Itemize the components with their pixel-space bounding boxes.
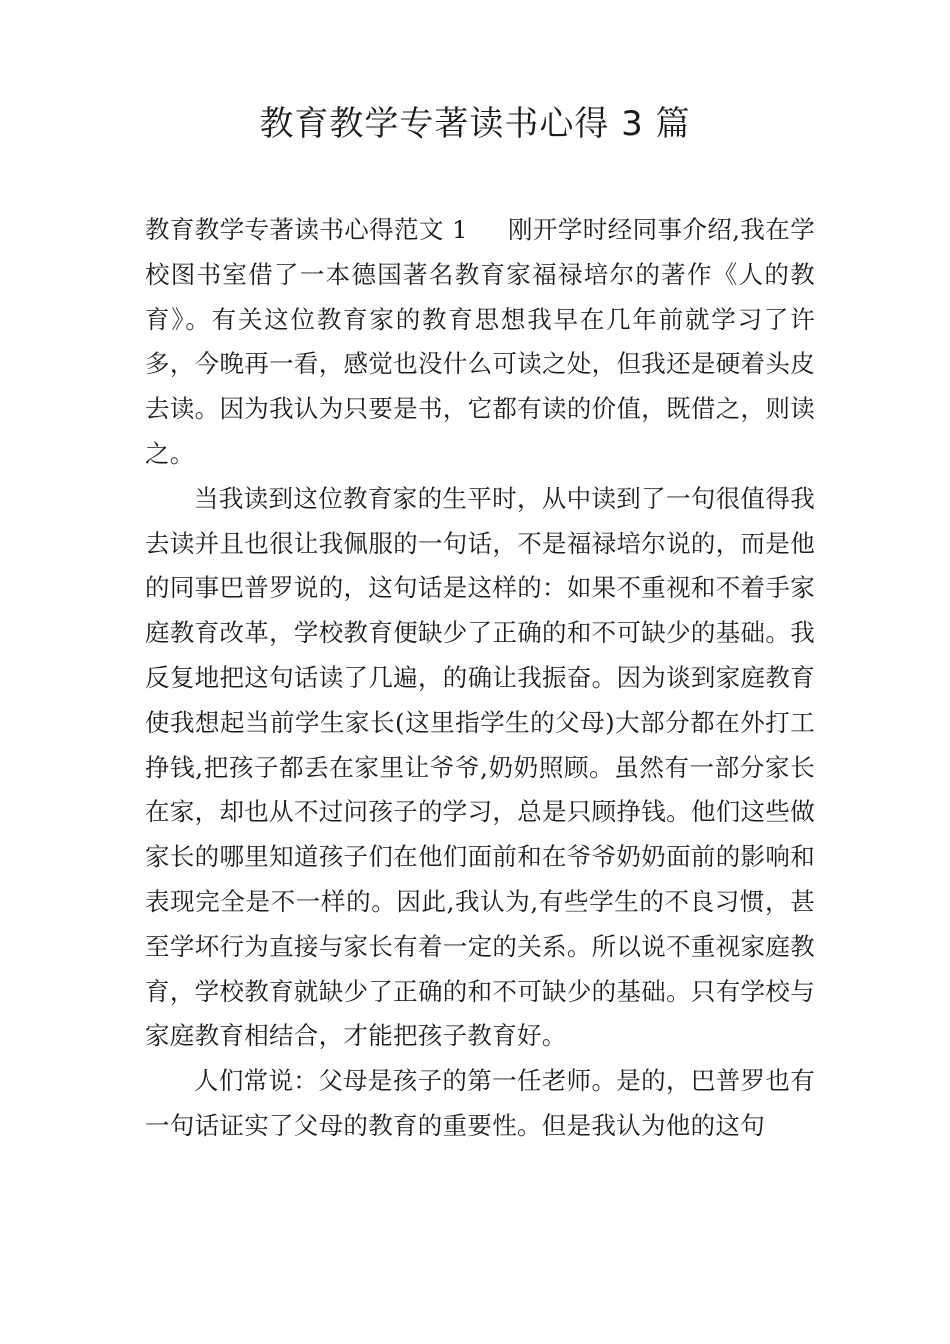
paragraph: 当我读到这位教育家的生平时，从中读到了一句很值得我去读并且也很让我佩服的一句话，不是福禄培尔说的，而是他的同事巴普罗说的，这句话是这样的：如果不重视和不着手家庭教育改革，学校教育便缺少了正确的和不可缺少的基础。我反复地把这句话读了几遍，的确让我振奋。因为谈到家庭教育使我想起当前学生家长(这里指学生的父母)大部分都在外打工挣钱,把孩子都丢在家里让爷爷,奶奶照顾。虽然有一部分家长在家，却也从不过问孩子的学习，总是只顾挣钱。他们这些做家长的哪里知道孩子们在他们面前和在爷爷奶奶面前的影响和表现完全是不一样的。因此,我认为,有些学生的不良习惯，甚至学坏行为直接与家长有着一定的关系。所以说不重视家庭教育，学校教育就缺少了正确的和不可缺少的基础。只有学校与家庭教育相结合，才能把孩子教育好。 bbox=[145, 483, 815, 1051]
first-paragraph bbox=[145, 208, 815, 477]
document-body bbox=[145, 208, 815, 1149]
paragraph-text: 刚开学时经同事介绍,我在学校图书室借了一本德国著名教育家福禄培尔的著作《人的教育》。有关这位教育家的教育思想我早在几年前就学习了许多，今晚再一看，感觉也没什么可读之处，但我还是硬着头皮去读。因为我认为只要是书，它都有读的价值，既借之，则读之。 bbox=[145, 215, 816, 468]
paragraph: 人们常说：父母是孩子的第一任老师。是的，巴普罗也有一句话证实了父母的教育的重要性。但是我认为他的这句 bbox=[145, 1066, 815, 1140]
document-title: 教育教学专著读书心得 3 篇 bbox=[259, 104, 691, 144]
section-heading: 教育教学专著读书心得范文 1 bbox=[145, 215, 468, 244]
